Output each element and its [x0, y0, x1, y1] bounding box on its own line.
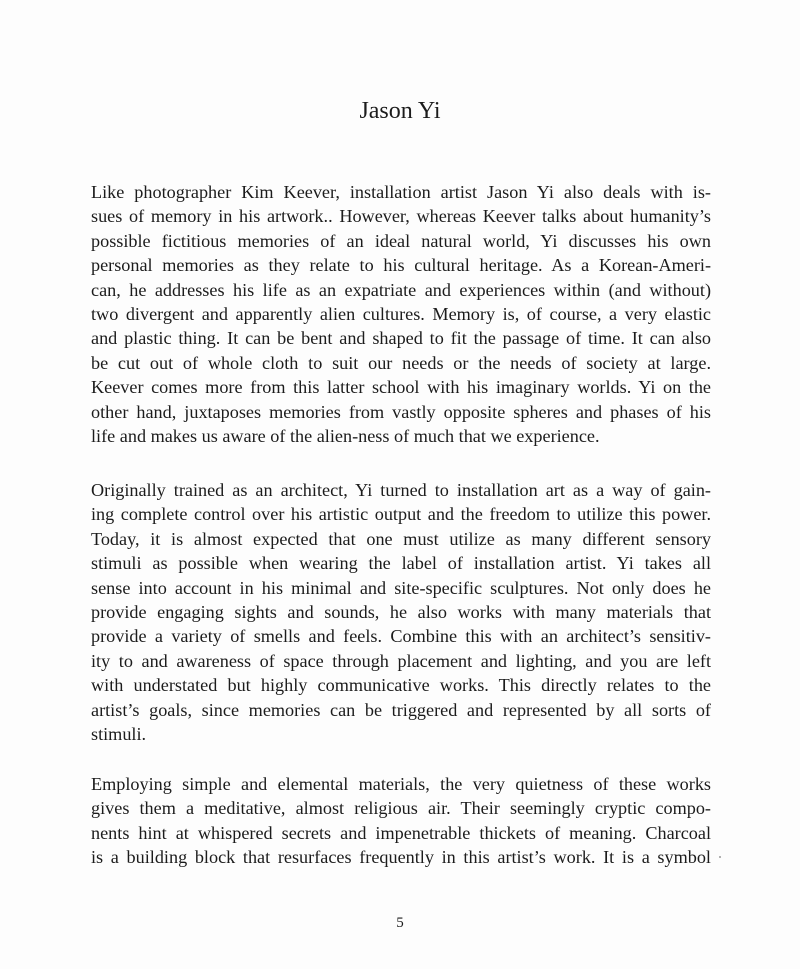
text-line: personal memories as they relate to his cultural heritage. As a Korean-Ameri- — [91, 255, 711, 276]
text-line: other hand, juxtaposes memories from vastly opposite spheres and phases of his — [91, 401, 711, 422]
text-line: sense into account in his minimal and site-specific sculptures. Not only does he — [91, 577, 711, 598]
text-line: ing complete control over his artistic output and the freedom to utilize this power. — [91, 504, 711, 525]
page-title: Jason Yi — [359, 98, 441, 124]
text-line: stimuli as possible when wearing the label of installation artist. Yi takes all — [91, 553, 711, 574]
text-line: with understated but highly communicative works. This directly relates to the — [91, 675, 711, 696]
text-line: sues of memory in his artwork.. However, whereas Keever talks about humanity’s — [91, 206, 711, 227]
text-line: nents hint at whispered secrets and impenetrable thickets of meaning. Charcoal — [91, 822, 711, 843]
paragraph-1 — [91, 180, 711, 448]
text-line: possible fictitious memories of an ideal natural world, Yi discusses his own — [91, 230, 711, 251]
text-line: ity to and awareness of space through placement and lighting, and you are left — [91, 650, 711, 671]
text-line: and plastic thing. It can be bent and shaped to fit the passage of time. It can also — [91, 328, 711, 349]
paragraph-3 — [91, 772, 711, 870]
text-line: is a building block that resurfaces frequently in this artist’s work. It is a symbol — [91, 847, 711, 868]
paragraph-2 — [91, 478, 711, 746]
text-line: two divergent and apparently alien cultures. Memory is, of course, a very elastic — [91, 303, 711, 324]
text-line: stimuli. — [91, 723, 147, 744]
text-line: Originally trained as an architect, Yi turned to installation art as a way of gain- — [91, 480, 711, 500]
text-line: be cut out of whole cloth to suit our needs or the needs of society at large. — [91, 352, 711, 373]
text-line: Keever comes more from this latter school with his imaginary worlds. Yi on the — [91, 377, 711, 398]
text-line: Employing simple and elemental materials, the very quietness of these works — [91, 774, 711, 794]
text-line: artist’s goals, since memories can be triggered and represented by all sorts of — [91, 699, 711, 720]
text-line: Like photographer Kim Keever, installation artist Jason Yi also deals with is- — [91, 182, 711, 202]
scan-speck — [719, 856, 721, 858]
text-line: provide engaging sights and sounds, he also works with many materials that — [91, 601, 711, 622]
text-line: provide a variety of smells and feels. Combine this with an architect’s sensitiv- — [91, 626, 711, 647]
text-line: can, he addresses his life as an expatriate and experiences within (and without) — [91, 279, 711, 300]
page-number: 5 — [396, 915, 404, 931]
text-line: life and makes us aware of the alien-ness of much that we experience. — [91, 425, 600, 446]
text-line: gives them a meditative, almost religious air. Their seemingly cryptic compo- — [91, 798, 711, 819]
text-line: Today, it is almost expected that one must utilize as many different sensory — [91, 528, 711, 549]
